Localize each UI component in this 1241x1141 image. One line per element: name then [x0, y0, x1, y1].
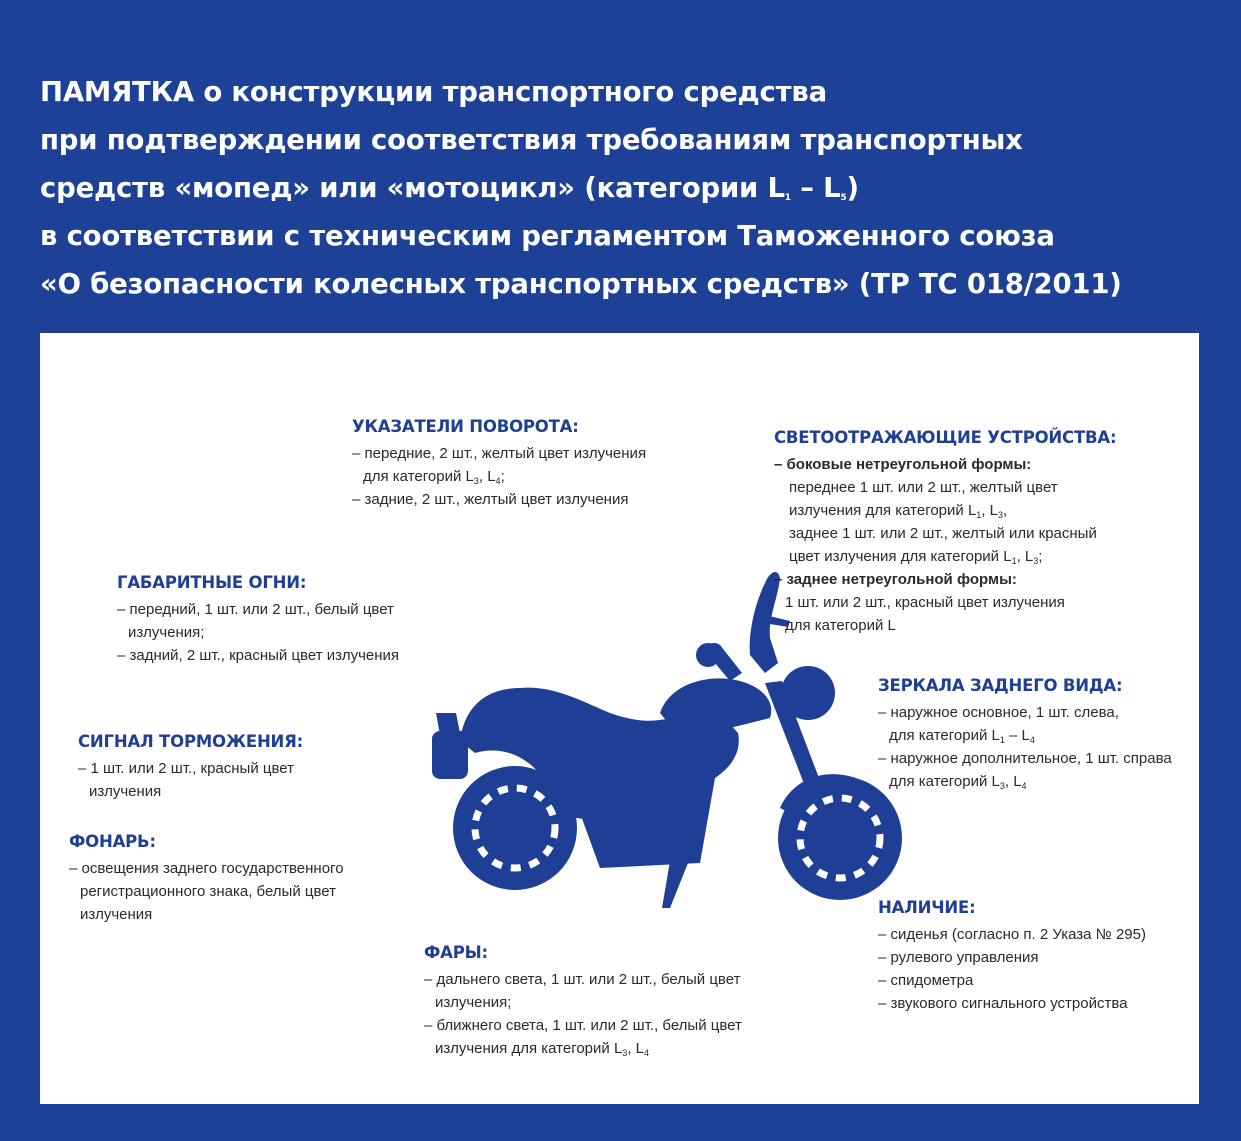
list-item: излучения для категорий $L_1$, $L_3$,: [789, 502, 1008, 520]
list-item: для категорий $L_1 - L_4$: [889, 727, 1035, 745]
reflectors-title: СВЕТООТРАЖАЮЩИЕ УСТРОЙСТВА:: [774, 428, 1117, 447]
list-item: излучения: [80, 906, 153, 923]
position-lights-title: ГАБАРИТНЫЕ ОГНИ:: [117, 573, 307, 592]
headlights-section: [424, 943, 742, 1060]
list-item: цвет излучения для категорий $L_1$, $L_3$;: [789, 548, 1043, 566]
title-line-3: средств «мопед» или «мотоцикл» (категории $L_1 - L_5$): [40, 172, 859, 204]
brake-signal-title: СИГНАЛ ТОРМОЖЕНИЯ:: [78, 732, 304, 751]
list-item: – 1 шт. или 2 шт., красный цвет: [78, 760, 294, 777]
list-item: излучения: [89, 783, 162, 800]
list-item: – звукового сигнального устройства: [878, 995, 1128, 1012]
reflectors-section: [774, 428, 1116, 637]
list-item: для категорий $L_3$, $L_4$: [889, 773, 1027, 791]
list-item: регистрационного знака, белый цвет: [80, 883, 336, 900]
title-line-1: ПАМЯТКА о конструкции транспортного средства: [40, 76, 827, 108]
list-item: – боковые нетреугольной формы:: [774, 456, 1032, 473]
list-item: – передние, 2 шт., желтый цвет излучения: [352, 445, 647, 462]
page-title: [40, 68, 1220, 308]
mirrors-section: [878, 676, 1172, 793]
turn-signals-section: [352, 417, 646, 511]
presence-section: [878, 898, 1146, 1015]
title-line-5: «О безопасности колесных транспортных средств» (ТР ТС 018/2011): [40, 268, 1122, 300]
list-item: – заднее нетреугольной формы:: [774, 571, 1017, 588]
list-item: – передний, 1 шт. или 2 шт., белый цвет: [117, 601, 394, 618]
list-item: излучения;: [128, 624, 205, 641]
title-line-4: в соответствии с техническим регламентом Таможенного союза: [40, 220, 1055, 252]
brake-signal-section: [78, 732, 303, 803]
list-item: для категорий L: [785, 617, 896, 634]
list-item: – сиденья (согласно п. 2 Указа № 295): [878, 926, 1146, 943]
list-item: 1 шт. или 2 шт., красный цвет излучения: [785, 594, 1065, 611]
list-item: переднее 1 шт. или 2 шт., желтый цвет: [789, 479, 1058, 496]
headlights-title: ФАРЫ:: [424, 943, 488, 962]
presence-title: НАЛИЧИЕ:: [878, 898, 976, 917]
list-item: – спидометра: [878, 972, 974, 989]
lamp-title: ФОНАРЬ:: [69, 832, 156, 851]
list-item: излучения для категорий $L_3$, $L_4$: [435, 1040, 650, 1058]
list-item: излучения;: [435, 994, 512, 1011]
list-item: заднее 1 шт. или 2 шт., желтый или красный: [789, 525, 1097, 542]
mirrors-title: ЗЕРКАЛА ЗАДНЕГО ВИДА:: [878, 676, 1123, 695]
list-item: – задний, 2 шт., красный цвет излучения: [117, 647, 400, 664]
content-panel: [40, 333, 1199, 1104]
turn-signals-title: УКАЗАТЕЛИ ПОВОРОТА:: [352, 417, 579, 436]
list-item: – наружное дополнительное, 1 шт. справа: [878, 750, 1172, 767]
list-item: – задние, 2 шт., желтый цвет излучения: [352, 491, 629, 508]
list-item: – дальнего света, 1 шт. или 2 шт., белый цвет: [424, 971, 741, 988]
list-item: для категорий $L_3$, $L_4$;: [363, 468, 505, 486]
list-item: – ближнего света, 1 шт. или 2 шт., белый цвет: [424, 1017, 742, 1034]
lamp-section: [69, 832, 344, 926]
list-item: – наружное основное, 1 шт. слева,: [878, 704, 1119, 721]
list-item: – рулевого управления: [878, 949, 1039, 966]
title-line-2: при подтверждении соответствия требованиям транспортных: [40, 124, 1023, 156]
list-item: – освещения заднего государственного: [69, 860, 344, 877]
position-lights-section: [117, 573, 399, 667]
